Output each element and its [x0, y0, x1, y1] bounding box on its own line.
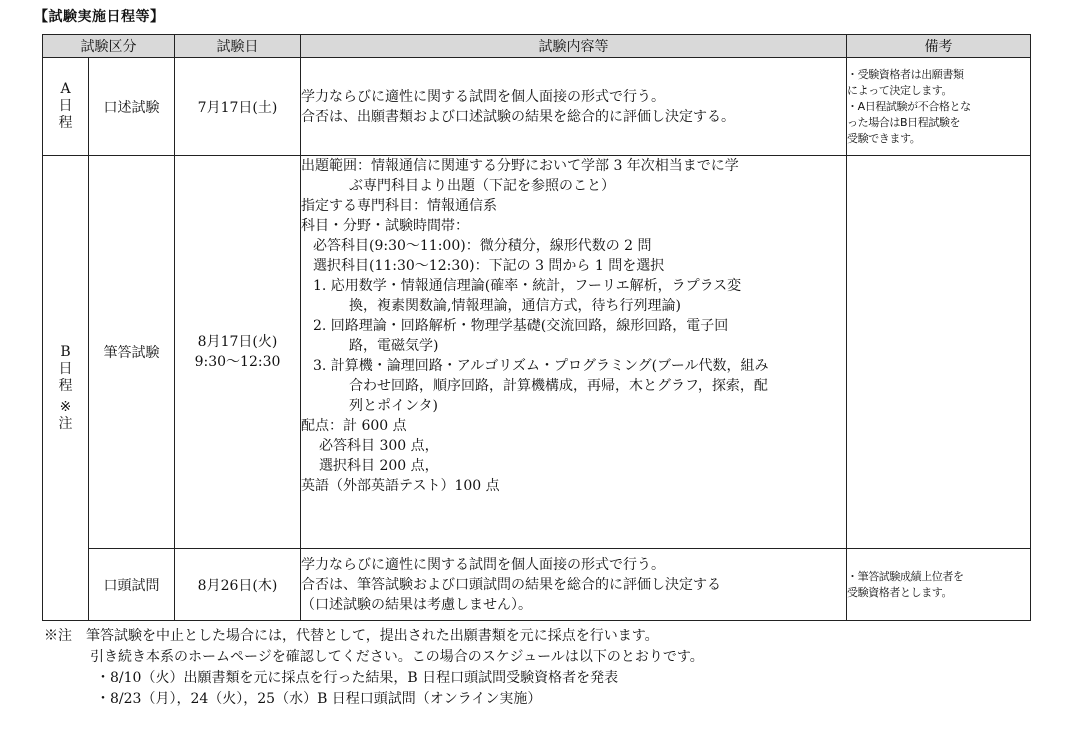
header-date: 試験日 [175, 35, 301, 58]
footnote-line: ・8/23（月），24（火），25（水）B 日程口頭試問（オンライン実施） [96, 691, 542, 707]
a-exam-content: 学力ならびに適性に関する試問を個人面接の形式で行う。 合否は、出願書類および口述試験の結果を総合的に評価し決定する。 [301, 58, 847, 156]
footnote [44, 626, 704, 710]
table-row-b-oral [43, 549, 1031, 621]
footnote-line: ・8/10（火）出願書類を元に採点を行った結果，B 日程口頭試問受験資格者を発表 [96, 670, 619, 686]
schedule-table [42, 34, 1031, 621]
b-oral-remarks: ・筆答試験成績上位者を 受験資格者とします。 [847, 549, 1031, 621]
table-header-row [43, 35, 1031, 58]
a-exam-remarks: ・受験資格者は出願書類 によって決定します。 ・A日程試験が不合格とな った場合はB日程試験を 受験できます。 [847, 58, 1031, 156]
section-title: 【試験実施日程等】 [34, 9, 165, 25]
b-oral-content: 学力ならびに適性に関する試問を個人面接の形式で行う。 合否は、筆答試験および口頭試問の結果を総合的に評価し決定する （口述試験の結果は考慮しません）。 [301, 549, 847, 621]
footnote-line: 引き続き本系のホームページを確認してください。この場合のスケジュールは以下のとおりです。 [90, 649, 704, 665]
header-content: 試験内容等 [301, 35, 847, 58]
a-schedule-label: A 日 程 [43, 58, 89, 156]
b-written-remarks [847, 156, 1031, 549]
table-row-b-written [43, 156, 1031, 549]
b-written-content: 出題範囲：情報通信に関連する分野において学部 3 年次相当までに学 ぶ専門科目より出題（下記を参照のこと） 指定する専門科目：情報通信系 科目・分野・試験時間帯： 必答科目(9:30〜11:00)：微分積分，線形代数の 2 問 選択科目(11:30〜12:30)：下記の 3 問から 1 問を選択 1. 応用数学・情報通信理論(確率・統計，フーリエ解析，ラプラス変 換，複素関数論,情報理論，通信方式，待ち行列理論) 2. 回路理論・回路解析・物理学基礎(交流回路，線形回路，電子回 路，電磁気学) 3. 計算機・論理回路・アルゴリズム・プログラミング(ブール代数，組み 合わせ回路，順序回路，計算機構成，再帰，木とグラフ，探索，配 列とポインタ) 配点：計 600 点 必答科目 300 点， 選択科目 200 点， 英語（外部英語テスト）100 点 [301, 156, 847, 549]
table-row-a-oral [43, 58, 1031, 156]
b-oral-type: 口頭試問 [89, 549, 175, 621]
b-oral-date: 8月26日(木) [175, 549, 301, 621]
a-exam-date: 7月17日(土) [175, 58, 301, 156]
a-exam-type: 口述試験 [89, 58, 175, 156]
header-category: 試験区分 [43, 35, 175, 58]
b-written-type: 筆答試験 [89, 156, 175, 549]
footnote-line: ※注 筆答試験を中止とした場合には，代替として，提出された出願書類を元に採点を行います。 [44, 628, 659, 644]
b-schedule-label: B 日 程 ※ 注 [43, 156, 89, 621]
header-remarks: 備考 [847, 35, 1031, 58]
b-written-date: 8月17日(火) 9:30〜12:30 [175, 156, 301, 549]
